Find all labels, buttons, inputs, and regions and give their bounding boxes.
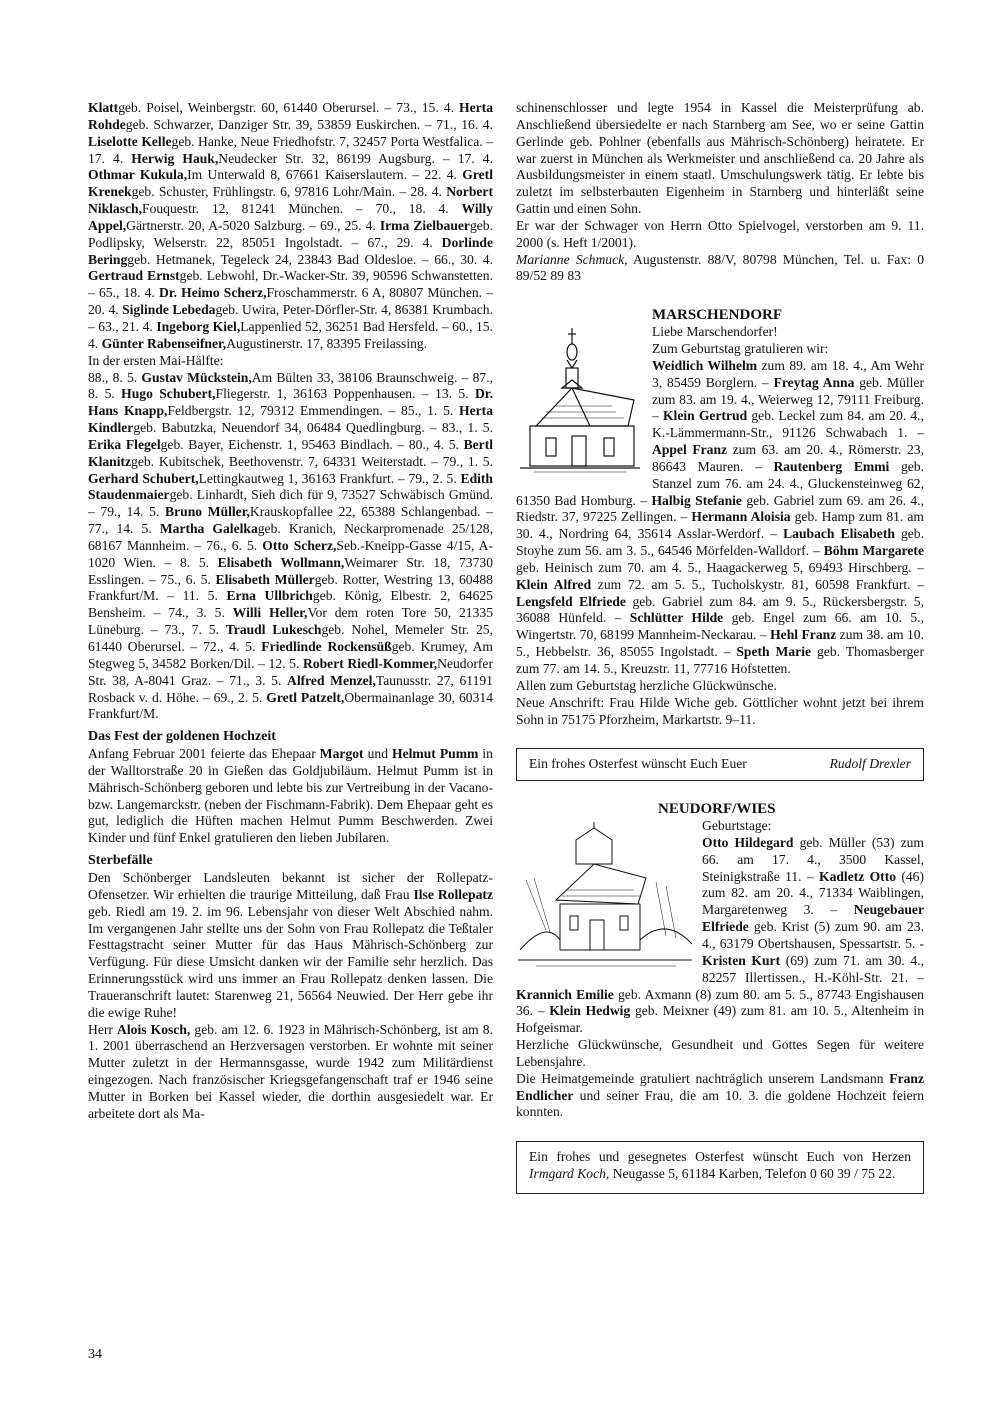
bold-name: Kadletz Otto <box>819 868 897 884</box>
may-intro: In der ersten Mai-Hälfte: <box>88 352 224 368</box>
bold-name: Willy Appel, <box>88 201 493 233</box>
bold-name: Halbig Stefanie <box>651 492 742 508</box>
bold-name: Hehl Franz <box>770 627 837 643</box>
bold-name: Dr. Heimo Scherz, <box>159 285 267 301</box>
right-column <box>516 100 924 1194</box>
golden-wedding-heading: Das Fest der goldenen Hochzeit <box>88 729 276 745</box>
bold-name: Dr. Hans Knapp, <box>88 386 493 419</box>
bold-name: Bertl Klanitz <box>88 436 494 469</box>
left-column <box>88 100 493 1123</box>
bold-name: Helmut Pumm <box>392 746 479 762</box>
marschendorf-birthdays: Weidlich Wilhelm zum 89. am 18. 4., Am Wehr 3, 85459 Borglern. – Freytag Anna geb. Müller zum 83. am 19. 4., Weierweg 12, 79111 Freiburg. – Klein Gertrud geb. Leckel zum 84. am 20. 4., K.-Lämmermann-Str., 91126 Schwabach 1. – Appel Franz zum 63. am 20. 4., Römerstr. 23, 86643 Mauren. – Rautenberg Emmi geb. Stanzel zum 76. am 24. 4., Gluckensteinweg 62, 61350 Bad Homburg. – Halbig Stefanie geb. Gabriel zum 69. am 26. 4., Riedstr. 37, 97225 Zellingen. – Hermann Aloisia geb. Hamp zum 81. am 30. 4., Nordring 64, 35614 Asslar-Werdorf. – Laubach Elisabeth geb. Stoyhe zum 56. am 3. 5., 64546 Mörfelden-Walldorf. – Böhm Margarete geb. Heinisch zum 70. am 4. 5., Haagackerweg 5, 69493 Hirschberg. – Klein Alfred zum 72. am 5. 5., Tucholskystr. 81, 60598 Frankfurt. – Lengsfeld Elfriede geb. Gabriel zum 84. am 9. 5., Rückersbergstr. 5, 36088 Hünfeld. – Schlütter Hilde geb. Engel zum 66. am 10. 5., Wingertstr. 70, 68199 Mannheim-Neckarau. – Hehl Franz zum 38. am 10. 5., Hebbelstr. 36, 85055 Ingolstadt. – Speth Marie geb. Thomasberger zum 77. am 14. 5., Kreuzstr. 11, 77716 Hofstetten. <box>516 357 925 676</box>
bold-name: Otto Scherz, <box>262 537 337 553</box>
bold-name: Gertraud Ernst <box>88 268 180 284</box>
neudorf-birthdays: Otto Hildegard geb. Müller (53) zum 66. am 17. 4., 3500 Kassel, Steinigkstraße 11. – Kadletz Otto (46) zum 82. am 20. 4., 71334 Waiblingen, Margaretenweg 3. – Neugebauer Elfriede geb. Krist (5) zum 90. am 23. 4., 63179 Obertshausen, Spessartstr. 5. - Kristen Kurt (69) zum 71. am 30. 4., 82257 Illertissen., H.-Köhl-Str. 21. – Krannich Emilie geb. Axmann (8) zum 80. am 5. 5., 87743 Engishausen 36. – Klein Hedwig geb. Meixner (49) zum 81. am 10. 5., Altenheim in Hofgeismar. <box>516 834 925 1036</box>
chapel-illustration-icon <box>516 820 694 970</box>
church-illustration-icon <box>516 326 644 476</box>
obituary-kosch: Herr Alois Kosch, geb. am 12. 6. 1923 in Mährisch-Schönberg, ist am 8. 1. 2001 überraschend an Herzversagen verstorben. Er wohnte mit seiner Mutter zuletzt in der Hermannsgasse, wurde 1942 zum Militärdienst eingezogen. Nach französischer Kriegsgefangenschaft traf er 1946 seine Mutter in Borken bei Kassel wieder, die dorthin ausgesiedelt war. Er arbeitete dort als Ma- <box>88 1021 493 1121</box>
bold-name: Erika Flegel <box>88 436 161 452</box>
bold-name: Elisabeth Müller <box>215 571 315 587</box>
bold-name: Edith Staudenmaier <box>88 470 493 503</box>
bold-name: Klein Hedwig <box>549 1003 631 1019</box>
bold-name: Speth Marie <box>736 644 812 660</box>
bold-name: Klein Gertrud <box>662 408 748 424</box>
golden-wedding-text: Anfang Februar 2001 feierte das Ehepaar Margot und Helmut Pumm in der Walltorstraße 20 in Gießen das Goldjubiläum. Helmut Pumm ist in Mährisch-Schönberg geboren und lebte bis zur Vertreibung in der Vacano- bzw. Langemarckstr. (neben der Fischmann-Fabrik). Dem Ehepaar geht es gut, lediglich die Hüften machen Helmut Pumm Beschwerden. Zwei Kinder und fünf Enkel gratulieren den lieben Jubilaren. <box>88 746 493 846</box>
bold-name: Liselotte Kelle <box>88 133 172 149</box>
bold-name: Franz Endlicher <box>516 1070 924 1103</box>
kosch-brother-in-law: Er war der Schwager von Herrn Otto Spielvogel, verstorben am 9. 11. 2000 (s. Heft 1/2001). <box>516 217 924 250</box>
bold-name: Alfred Menzel, <box>287 672 376 688</box>
bold-name: Othmar Kukula, <box>88 167 188 183</box>
neudorf-intro: Geburtstage: <box>702 818 772 834</box>
bold-name: Gerhard Schubert, <box>88 470 199 486</box>
bold-name: Gretl Patzelt, <box>266 689 345 705</box>
bold-name: Robert Riedl-Kommer, <box>303 655 438 671</box>
easter-greeting-text: Ein frohes Osterfest wünscht Euch Euer <box>529 756 747 772</box>
bold-name: Erna Ullbrich <box>226 588 313 604</box>
bold-name: Norbert Niklasch, <box>88 184 493 217</box>
bold-name: Weidlich Wilhelm <box>652 357 758 373</box>
bold-name: Böhm Margarete <box>823 543 924 559</box>
bold-name: Irma Zielbauer <box>379 217 470 233</box>
bold-name: Krannich Emilie <box>516 986 614 1002</box>
bold-name: Freytag Anna <box>773 374 855 390</box>
bold-name: Hermann Aloisia <box>691 509 791 525</box>
marschendorf-wishes: Allen zum Geburtstag herzliche Glückwünsche. <box>516 677 777 693</box>
bold-name: Klein Alfred <box>516 576 592 592</box>
bold-name: Ilse Rollepatz <box>413 886 493 902</box>
marschendorf-new-address: Neue Anschrift: Frau Hilde Wiche geb. Göttlicher wohnt jetzt bei ihrem Sohn in 75175 Pforzheim, Markartstr. 9–11. <box>516 694 924 727</box>
neudorf-heading: NEUDORF/WIES <box>658 801 776 818</box>
bold-name: Bruno Müller, <box>165 504 250 520</box>
bold-name: Elisabeth Wollmann, <box>217 554 345 570</box>
neudorf-wishes: Herzliche Glückwünsche, Gesundheit und Gottes Segen für weitere Lebensjahre. <box>516 1037 924 1069</box>
bold-name: Willi Heller, <box>232 605 308 621</box>
bold-name: Siglinde Lebeda <box>122 302 216 318</box>
bold-name: Martha Galelka <box>159 521 258 537</box>
bold-name: Gretl Krenek <box>88 167 493 200</box>
may-birthdays: 88., 8. 5. Gustav Mückstein,Am Bülten 33, 38106 Braunschweig. – 87., 8. 5. Hugo Schubert,Fliegerstr. 1, 36163 Poppenhausen. – 13. 5. Dr. Hans Knapp,Feldbergstr. 12, 79312 Emmendingen. – 85., 1. 5. Herta Kindlergeb. Babutzka, Neuendorf 34, 06484 Quedlingburg. – 83., 1. 5. Erika Flegelgeb. Bayer, Eichenstr. 1, 95463 Bindlach. – 80., 4. 5. Bertl Klanitzgeb. Kubitschek, Beethovenstr. 7, 64331 Weiterstadt. – 79., 1. 5. Gerhard Schubert,Lettingkautweg 1, 36163 Frankfurt. – 79., 2. 5. Edith Staudenmaiergeb. Linhardt, Sieh dich für 9, 73527 Schwäbisch Gmünd. – 79., 14. 5. Bruno Müller,Krauskopfallee 22, 65388 Schlangenbad. – 77., 14. 5. Martha Galelkageb. Kranich, Neckarpromenade 25/128, 68167 Mannheim. – 76., 6. 5. Otto Scherz,Seb.-Kneipp-Gasse 4/15, A-1020 Wien. – 8. 5. Elisabeth Wollmann,Weimarer Str. 18, 73730 Esslingen. – 75., 6. 5. Elisabeth Müllergeb. Rotter, Westring 13, 60488 Frankfurt/M. – 11. 5. Erna Ullbrichgeb. König, Elbestr. 2, 64625 Bensheim. – 74., 3. 5. Willi Heller,Vor dem roten Tore 50, 21335 Lüneburg. – 73., 7. 5. Traudl Lukeschgeb. Nohel, Memeler Str. 25, 61440 Oberursel. – 72., 4. 5. Friedlinde Rockensüßgeb. Krumey, Am Stegweg 5, 34582 Borken/Dil. – 12. 5. Robert Riedl-Kommer,Neudorfer Str. 38, A-8041 Graz. – 71., 3. 5. Alfred Menzel,Taunusstr. 27, 61191 Rosback v. d. Höhe. – 69., 2. 5. Gretl Patzelt,Obermainanlage 30, 60314 Frankfurt/M. <box>88 369 494 722</box>
bold-name: Hugo Schubert, <box>121 386 216 402</box>
bold-name: Traudl Lukesch <box>225 622 322 638</box>
bold-name: Margot <box>319 746 364 762</box>
neudorf-golden-wedding: Die Heimatgemeinde gratuliert nachträglich unserem Landsmann Franz Endlicher und seiner Frau, die am 10. 3. die goldene Hochzeit feiern konnten. <box>516 1070 924 1120</box>
obituary-rollepatz: Den Schönberger Landsleuten bekannt ist sicher der Rollepatz-Ofensetzer. Wir erhielten die traurige Mitteilung, daß Frau Ilse Rollepatz geb. Riedl am 19. 2. im 96. Lebensjahr von dieser Welt Abschied nahm. Im vergangenen Jahr stellte uns der Sohn von Frau Rollepatz die Teßtaler Festtagstracht seiner Mutter für das Haus Mährisch-Schönberg zur Verfügung. Für diese Umsicht danken wir der Familie sehr herzlich. Das Erinnerungsstück wird uns immer an Frau Rollepatz denken lassen. Die Traueranschrift lautet: Starenweg 21, 56564 Neuwied. Der Herr gebe ihr die ewige Ruhe! <box>88 869 493 1020</box>
bold-name: Ingeborg Kiel, <box>156 318 241 334</box>
bold-name: Dorlinde Bering <box>88 234 493 267</box>
signature-schmuck: Marianne Schmuck, Augustenstr. 88/V, 80798 München, Tel. u. Fax: 0 89/52 89 83 <box>516 251 924 284</box>
signature-koch: Irmgard Koch, <box>529 1166 610 1182</box>
bold-name: Herwig Hauk, <box>131 150 219 166</box>
obituaries-heading: Sterbefälle <box>88 853 153 869</box>
bold-name: Klatt <box>88 100 119 115</box>
marschendorf-greeting: Liebe Marschendorfer! <box>652 324 778 340</box>
bold-name: Herta Kindler <box>88 403 493 436</box>
bold-name: Kristen Kurt <box>702 952 781 968</box>
bold-name: Otto Hildegard <box>702 834 794 850</box>
obituary-kosch-continued: schinenschlosser und legte 1954 in Kassel die Meisterprüfung ab. Anschließend übersiedelte er nach Starnberg am See, wo er seine Gattin Gerlinde geb. Pohlner (ebenfalls aus Mährisch-Schönberg) heiratete. Er war zuerst in München als Werkmeister und anschließend ca. 20 Jahre als Ausbildungsmeister in einem staatl. Umschulungswerk tätig. Er lebte bis zuletzt im selbsterbauten Eigenheim in Starnberg und hinterläßt seine Gattin und einen Sohn. <box>516 100 924 217</box>
bold-name: Appel Franz <box>652 442 728 458</box>
bold-name: Rautenberg Emmi <box>773 458 890 474</box>
bold-name: Herta Rohde <box>88 100 493 132</box>
marschendorf-heading: MARSCHENDORF <box>652 307 782 324</box>
bold-name: Schlütter Hilde <box>629 610 724 626</box>
bold-name: Neugebauer Elfriede <box>702 902 924 935</box>
bold-name: Friedlinde Rockensüß <box>261 639 392 654</box>
bold-name: Alois Kosch, <box>117 1021 191 1037</box>
easter-greeting-box-koch: Ein frohes und gesegnetes Osterfest wünscht Euch von Herzen Irmgard Koch, Neugasse 5, 61184 Karben, Telefon 0 60 39 / 75 22. <box>516 1141 924 1194</box>
bold-name: Gustav Mückstein, <box>141 369 252 385</box>
bold-name: Günter Rabenseifner, <box>101 335 227 351</box>
bold-name: Laubach Elisabeth <box>783 526 895 542</box>
bold-name: Lengsfeld Elfriede <box>516 593 626 609</box>
page-number: 34 <box>88 1347 102 1362</box>
april-birthdays: Klattgeb. Poisel, Weinbergstr. 60, 61440 Oberursel. – 73., 15. 4. Herta Rohdegeb. Schwarzer, Danziger Str. 39, 53859 Euskirchen. – 71., 16. 4. Liselotte Kellegeb. Hanke, Neue Friedhofstr. 7, 32457 Porta Westfalica. – 17. 4. Herwig Hauk,Neudecker Str. 32, 86199 Augsburg. – 17. 4. Othmar Kukula,Im Unterwald 8, 67661 Kaiserslautern. – 22. 4. Gretl Krenekgeb. Schuster, Frühlingstr. 6, 97816 Lohr/Main. – 28. 4. Norbert Niklasch,Fouquestr. 12, 81241 München. – 70., 18. 4. Willy Appel,Gärtnerstr. 20, A-5020 Salzburg. – 69., 25. 4. Irma Zielbauergeb. Podlipsky, Welserstr. 22, 85051 Ingolstadt. – 67., 29. 4. Dorlinde Beringgeb. Hetmanek, Tegeleck 24, 23843 Bad Oldesloe. – 66., 30. 4. Gertraud Ernstgeb. Lebwohl, Dr.-Wacker-Str. 39, 90596 Schwanstetten. – 65., 18. 4. Dr. Heimo Scherz,Froschammerstr. 6 A, 80807 München. – 20. 4. Siglinde Lebedageb. Uwira, Peter-Dörfler-Str. 4, 86381 Krumbach. – 63., 21. 4. Ingeborg Kiel,Lappenlied 52, 36251 Bad Hersfeld. – 60., 15. 4. Günter Rabenseifner,Augustinerstr. 17, 83395 Freilassing. <box>88 100 494 351</box>
marschendorf-intro: Zum Geburtstag gratulieren wir: <box>652 340 829 356</box>
signature-drexler: Rudolf Drexler <box>829 756 911 772</box>
easter-greeting-box-drexler <box>516 748 924 781</box>
